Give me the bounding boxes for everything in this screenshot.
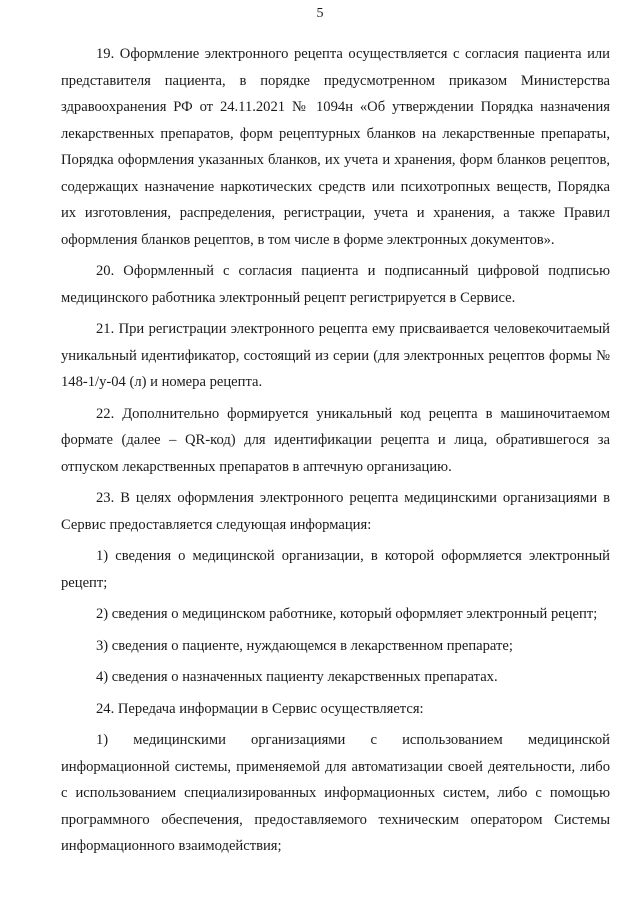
page-number: 5 [316, 6, 324, 21]
paragraph-19: 19. Оформление электронного рецепта осуществляется с согласия пациента или представителя пациента, в порядке предусмотренном приказом Министерства здравоохранения РФ от 24.11.2021 № 1094н «Об утверждении Порядка назначения лекарственных препаратов, форм рецептурных бланков на лекарственные препараты, Порядка оформления указанных бланков, их учета и хранения, форм бланков рецептов, содержащих назначение наркотических средств или психотропных веществ, Порядка их изготовления, распределения, регистрации, учета и хранения, а также Правил оформления бланков рецептов, в том числе в форме электронных документов». [61, 46, 610, 248]
list-item-23-1: 1) сведения о медицинской организации, в которой оформляется электронный рецепт; [61, 548, 610, 591]
list-item-24-1: 1) медицинскими организациями с использованием медицинской информационной системы, применяемой для автоматизации своей деятельности, либо с использованием специализированных информационных систем, либо с помощью программного обеспечения, предоставляемого техническим оператором Системы информационного взаимодействия; [61, 732, 610, 854]
paragraph-22: 22. Дополнительно формируется уникальный код рецепта в машиночитаемом формате (далее – QR-код) для идентификации рецепта и лица, обратившегося за отпуском лекарственных препаратов в аптечную организацию. [61, 405, 610, 475]
paragraph-20: 20. Оформленный с согласия пациента и подписанный цифровой подписью медицинского работника электронный рецепт регистрируется в Сервисе. [61, 263, 610, 306]
paragraph-21: 21. При регистрации электронного рецепта ему присваивается человекочитаемый уникальный идентификатор, состоящий из серии (для электронных рецептов формы № 148-1/у-04 (л) и номера рецепта. [61, 321, 610, 390]
list-item-23-2: 2) сведения о медицинском работнике, который оформляет электронный рецепт; [96, 606, 598, 622]
list-item-23-3: 3) сведения о пациенте, нуждающемся в лекарственном препарате; [96, 637, 513, 654]
list-item-23-4: 4) сведения о назначенных пациенту лекарственных препаратах. [96, 669, 498, 685]
document-body [61, 41, 610, 865]
paragraph-23: 23. В целях оформления электронного рецепта медицинскими организациями в Сервис предоставляется следующая информация: [61, 490, 610, 533]
paragraph-24: 24. Передача информации в Сервис осуществляется: [96, 700, 424, 717]
